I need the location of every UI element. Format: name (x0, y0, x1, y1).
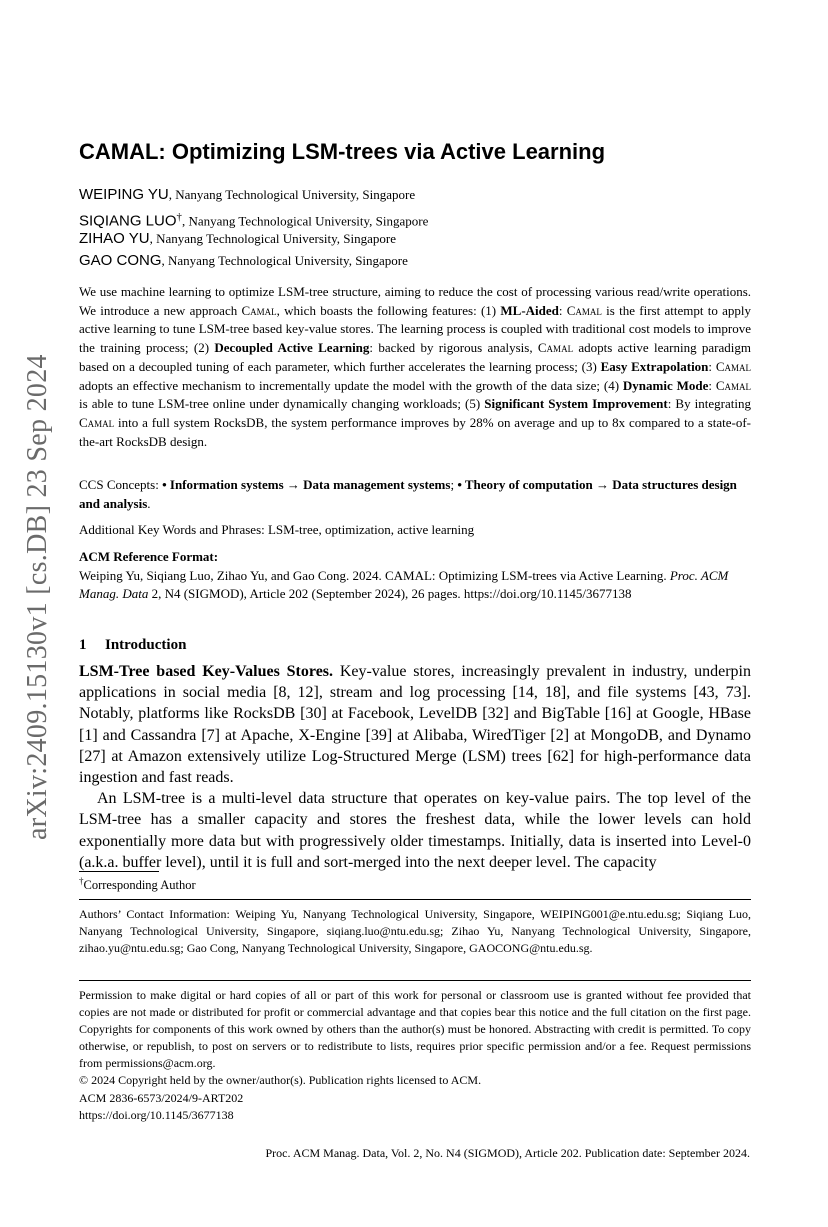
author-line (79, 228, 428, 250)
author-affiliation: , Nanyang Technological University, Singapore (168, 187, 416, 202)
footnote: †Corresponding Author (79, 876, 196, 893)
permission-text: Permission to make digital or hard copies of all or part of this work for personal or classroom use is granted without fee provided that copies are not made or distributed for profit or commercial advantage and that copies bear this notice and the full citation on the first page. Copyrights for components of this work owned by others than the author(s) must be honored. Abstracting with credit is permitted. To copy otherwise, or republish, to post on servers or to redistribute to lists, requires prior specific permission and/or a fee. Request permissions from permissions@acm.org. (79, 988, 751, 1071)
acm-reference-format (79, 548, 751, 604)
paragraph-lead: LSM-Tree based Key-Values Stores. (79, 663, 334, 680)
abstract: We use machine learning to optimize LSM-tree structure, aiming to reduce the cost of processing various read/write operations. We introduce a new approach Camal, which boasts the following features: (1) ML-Aided: Camal is the first attempt to apply active learning to tune LSM-tree based key-value stores. The learning process is coupled with traditional cost models to improve the training process; (2) Decoupled Active Learning: backed by rigorous analysis, Camal adopts active learning paradigm based on a decoupled tuning of each parameter, which further accelerates the learning process; (3) Easy Extrapolation: Camal adopts an effective mechanism to incrementally update the model with the growth of the data size; (4) Dynamic Mode: Camal is able to tune LSM-tree online under dynamically changing workloads; (5) Significant System Improvement: By integrating Camal into a full system RocksDB, the system performance improves by 28% on average and up to 8x compared to a state-of-the-art RocksDB design. (79, 284, 751, 449)
author-line (79, 250, 428, 272)
doi-link[interactable]: https://doi.org/10.1145/3677138 (79, 1107, 234, 1122)
author-name: WEIPING YU (79, 186, 169, 203)
body-text (79, 661, 751, 873)
author-affiliation: , Nanyang Technological University, Singapore (181, 213, 429, 229)
author-name: GAO CONG (79, 252, 162, 269)
running-footer: Proc. ACM Manag. Data, Vol. 2, No. N4 (SIGMOD), Article 202. Publication date: September 2024. (265, 1146, 750, 1160)
section-number: 1 (79, 637, 87, 653)
ccs-concepts: CCS Concepts: • Information systems → Data management systems; • Theory of computation → Data structures design and analysis. (79, 477, 737, 511)
author-name: SIQIANG LUO (79, 212, 177, 230)
divider (79, 980, 751, 981)
paragraph: An LSM-tree is a multi-level data structure that operates on key-value pairs. The top level of the LSM-tree has a smaller capacity and stores the freshest data, while the lower levels can hold exponentially more data but with progressively older timestamps. Initially, data is inserted into Level-0 (a.k.a. buffer level), until it is full and sort-merged into the next deeper level. The capacity (79, 790, 751, 871)
reference-heading: ACM Reference Format: (79, 549, 219, 564)
acm-id-line: ACM 2836-6573/2024/9-ART202 (79, 1090, 244, 1105)
arxiv-id: arXiv:2409.15130v1 [cs.DB] 23 Sep 2024 (22, 354, 53, 840)
section-title: Introduction (105, 637, 187, 653)
paper-title: CAMAL: Optimizing LSM-trees via Active Learning (79, 139, 606, 164)
arxiv-stamp (22, 240, 52, 840)
author-affiliation: , Nanyang Technological University, Singapore (161, 253, 408, 268)
divider (79, 899, 751, 900)
author-mark: † (176, 211, 182, 223)
reference-text: Weiping Yu, Siqiang Luo, Zihao Yu, and Gao Cong. 2024. CAMAL: Optimizing LSM-trees via Active Learning. Proc. ACM Manag. Data 2, N4 (SIGMOD), Article 202 (September 2024), 26 pages. https://doi.org/10.1145/3677138 (79, 567, 729, 602)
author-name: ZIHAO YU (79, 230, 150, 247)
keywords: Additional Key Words and Phrases: LSM-tree, optimization, active learning (79, 522, 475, 537)
permission-notice (79, 987, 751, 1124)
author-affiliation: , Nanyang Technological University, Singapore (149, 231, 396, 246)
copyright-line: © 2024 Copyright held by the owner/author(s). Publication rights licensed to ACM. (79, 1073, 482, 1088)
author-list (79, 184, 428, 272)
author-line (79, 184, 428, 206)
footnote-rule (79, 871, 159, 872)
author-line (79, 206, 428, 228)
paragraph: LSM-Tree based Key-Values Stores. Key-value stores, increasingly prevalent in industry, underpin applications in social media [8, 12], stream and log processing [14, 18], and file systems [43, 73]. Notably, platforms like RocksDB [30] at Facebook, LevelDB [32] and BigTable [16] at Google, HBase [1] and Cassandra [7] at Apache, X-Engine [39] at Alibaba, WiredTiger [2] at MongoDB, and Dynamo [27] at Amazon extensively utilize Log-Structured Merge (LSM) trees [62] for high-performance data ingestion and fast reads. (79, 663, 751, 787)
section-heading (79, 637, 186, 654)
author-contact-info: Authors’ Contact Information: Weiping Yu, Nanyang Technological University, Singapore, WEIPING001@e.ntu.edu.sg; Siqiang Luo, Nanyang Technological University, Singapore, siqiang.luo@ntu.edu.sg; Zihao Yu, Nanyang Technological University, Singapore, zihao.yu@ntu.edu.sg; Gao Cong, Nanyang Technological University, Singapore, GAOCONG@ntu.edu.sg. (79, 907, 751, 955)
